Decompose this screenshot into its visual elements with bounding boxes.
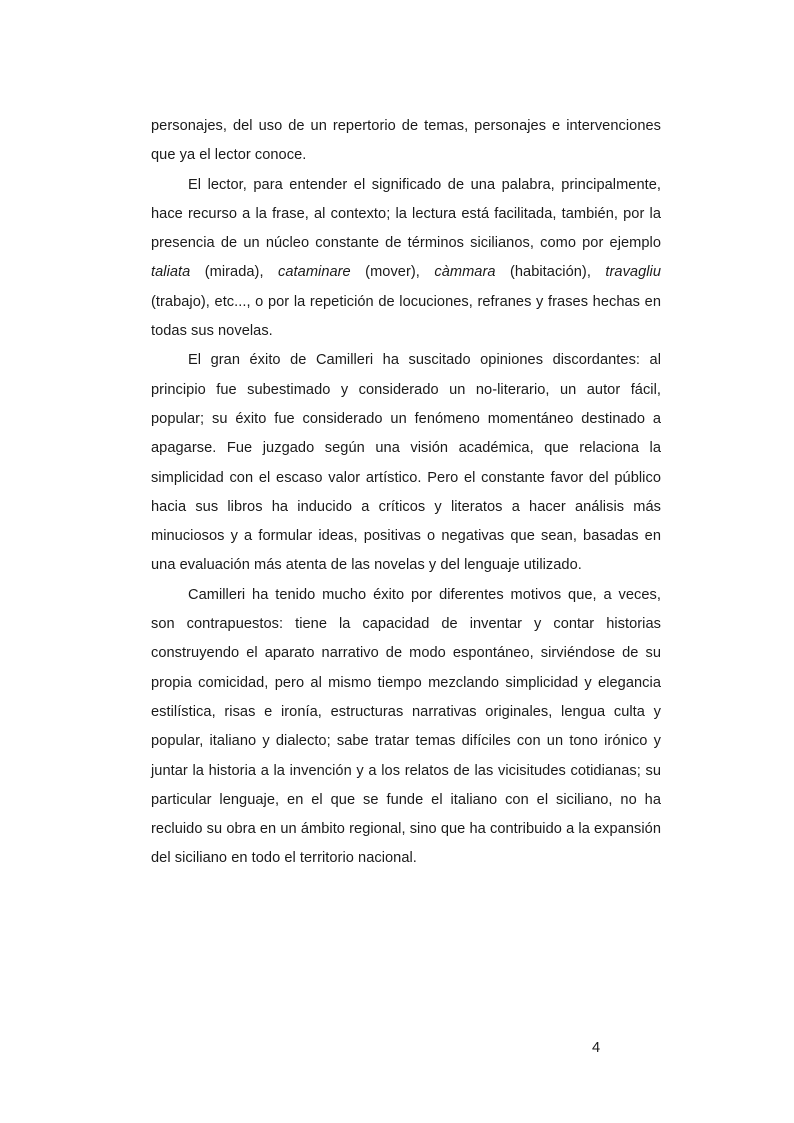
text-run: (mover), [350,264,435,281]
text-run: Camilleri ha tenido mucho éxito por diferentes motivos que, a veces, son contrapuestos: tiene la capacidad de inventar y contar historias construyendo el aparato narrativo de modo espontáneo, sirviéndose de su propia comicidad, pero al mismo tiempo mezclando simplicidad y elegancia estilística, risas e ironía, estructuras narrativas originales, lengua culta y popular, italiano y dialecto; sabe tratar temas difíciles con un tono irónico y juntar la historia a la invención y a los relatos de las vicisitudes cotidianas; su particular lenguaje, en el que se funde el italiano con el siciliano, no ha recluido su obra en un ámbito regional, sino que ha contribuido a la expansión del siciliano en todo el territorio nacional. [151,586,661,867]
body-text [151,112,661,874]
text-run: (mirada), [190,264,279,281]
text-run: El lector, para entender el significado de una palabra, principalmente, hace recurso a la frase, al contexto; la lectura está facilitada, también, por la presencia de un núcleo constante de términos sicilianos, como por ejemplo [151,176,661,252]
paragraph-sicilian-terms [151,171,661,347]
paragraph-success-reasons [151,581,661,874]
sicilian-term: cataminare [278,264,351,281]
paragraph-continuation [151,112,661,171]
page-number: 4 [592,1040,601,1056]
sicilian-term: càmmara [434,264,496,281]
text-run: personajes, del uso de un repertorio de temas, personajes e intervenciones que ya el lector conoce. [151,118,661,164]
text-run: (habitación), [495,264,606,281]
text-run: El gran éxito de Camilleri ha suscitado opiniones discordantes: al principio fue subestimado y considerado un no-literario, un autor fácil, popular; su éxito fue considerado un fenómeno momentáneo destinado a apagarse. Fue juzgado según una visión académica, que relaciona la simplicidad con el escaso valor artístico. Pero el constante favor del público hacia sus libros ha inducido a críticos y literatos a hacer análisis más minuciosos y a formular ideas, positivas o negativas que sean, basadas en una evaluación más atenta de las novelas y del lenguaje utilizado. [151,352,661,574]
sicilian-term: taliata [151,264,191,281]
text-run: (trabajo), etc..., o por la repetición de locuciones, refranes y frases hechas en todas sus novelas. [151,293,661,340]
sicilian-term: travagliu [605,264,662,281]
paragraph-critical-reception [151,346,661,580]
